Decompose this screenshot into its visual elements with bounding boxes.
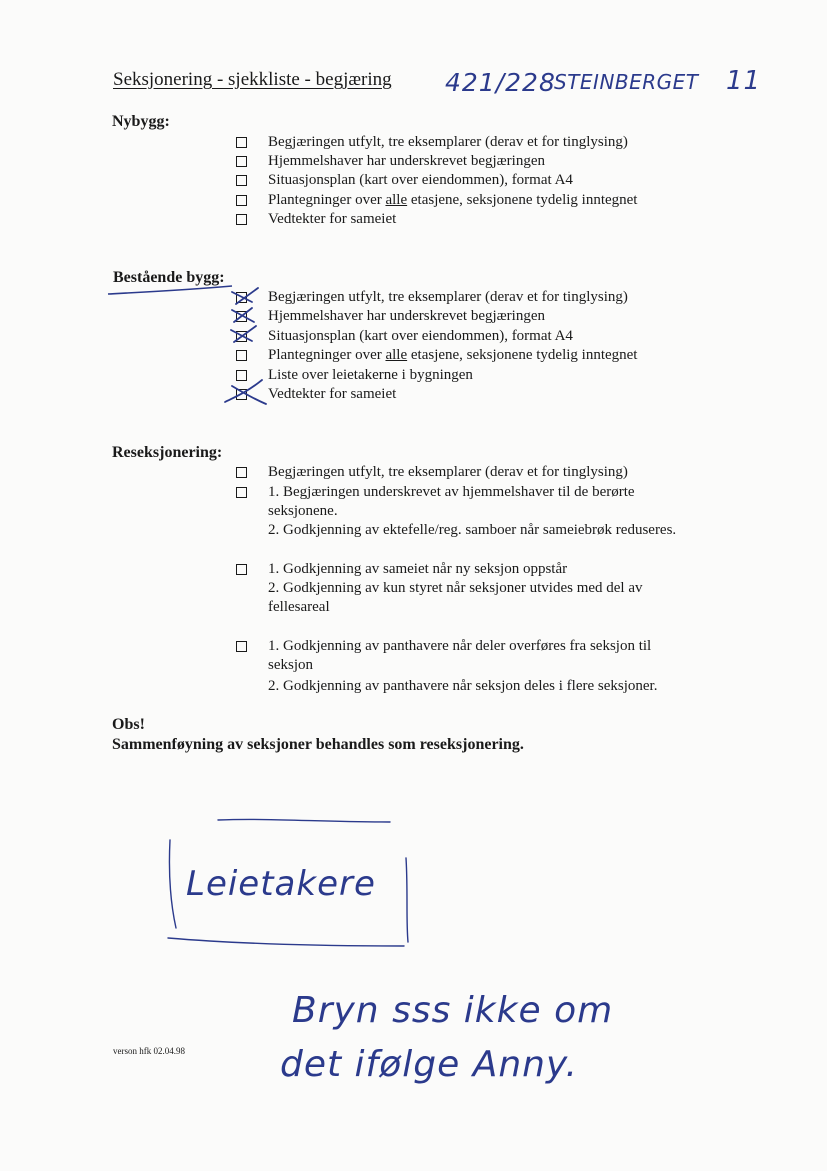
list-item: Plantegninger over alle etasjene, seksjonene tydelig inntegnet <box>268 192 638 208</box>
checkbox[interactable] <box>236 564 247 575</box>
handwritten-box-text: Leietakere <box>186 864 376 904</box>
list-item: Begjæringen utfylt, tre eksemplarer (derav et for tinglysing) <box>268 134 628 150</box>
version-label: verson hfk 02.04.98 <box>113 1046 185 1056</box>
checkbox[interactable] <box>236 175 247 186</box>
checkbox[interactable] <box>236 467 247 478</box>
checkbox[interactable] <box>236 195 247 206</box>
handwritten-note-line-2: det ifølge Anny. <box>280 1044 578 1085</box>
list-item: Situasjonsplan (kart over eiendommen), format A4 <box>268 172 573 188</box>
list-item: Plantegninger over alle etasjene, seksjonene tydelig inntegnet <box>268 347 638 363</box>
list-item: 1. Begjæringen underskrevet av hjemmelshaver til de berørte <box>268 484 635 500</box>
list-item: seksjonene. <box>268 503 338 519</box>
section-heading-reseksjonering: Reseksjonering: <box>112 444 223 461</box>
handwritten-note-line-1: Bryn sss ikke om <box>292 990 614 1031</box>
list-item: Begjæringen utfylt, tre eksemplarer (derav et for tinglysing) <box>268 464 628 480</box>
list-item: Liste over leietakerne i bygningen <box>268 367 473 383</box>
list-item: 2. Godkjenning av kun styret når seksjoner utvides med del av <box>268 580 643 596</box>
handwritten-address: STEINBERGET <box>554 70 699 94</box>
section-heading-bestaende-bygg: Bestående bygg: <box>113 269 225 286</box>
list-item: seksjon <box>268 657 313 673</box>
list-item: Hjemmelshaver har underskrevet begjæringen <box>268 153 545 169</box>
handwritten-reference: 421/228 <box>445 68 556 97</box>
page-title: Seksjonering - sjekkliste - begjæring <box>113 69 392 90</box>
handwritten-underline <box>106 284 236 298</box>
list-item: 2. Godkjenning av ektefelle/reg. samboer når sameiebrøk reduseres. <box>268 522 677 538</box>
obs-text: Sammenføyning av seksjoner behandles som reseksjonering. <box>112 736 524 753</box>
handwritten-check-marks <box>222 282 272 412</box>
list-item: fellesareal <box>268 599 330 615</box>
checkbox[interactable] <box>236 487 247 498</box>
checkbox[interactable] <box>236 214 247 225</box>
checkbox[interactable] <box>236 641 247 652</box>
list-item: Hjemmelshaver har underskrevet begjæringen <box>268 308 545 324</box>
list-item: Begjæringen utfylt, tre eksemplarer (derav et for tinglysing) <box>268 289 628 305</box>
checkbox[interactable] <box>236 137 247 148</box>
list-item: Vedtekter for sameiet <box>268 211 397 227</box>
obs-heading: Obs! <box>112 716 145 733</box>
checkbox[interactable] <box>236 156 247 167</box>
list-item: Vedtekter for sameiet <box>268 386 397 402</box>
list-item: 1. Godkjenning av panthavere når deler overføres fra seksjon til <box>268 638 652 654</box>
list-item: 2. Godkjenning av panthavere når seksjon deles i flere seksjoner. <box>268 678 658 694</box>
list-item: 1. Godkjenning av sameiet når ny seksjon oppstår <box>268 561 568 577</box>
list-item: Situasjonsplan (kart over eiendommen), format A4 <box>268 328 573 344</box>
handwritten-suffix: 11 <box>726 66 762 96</box>
section-heading-nybygg: Nybygg: <box>112 113 170 130</box>
